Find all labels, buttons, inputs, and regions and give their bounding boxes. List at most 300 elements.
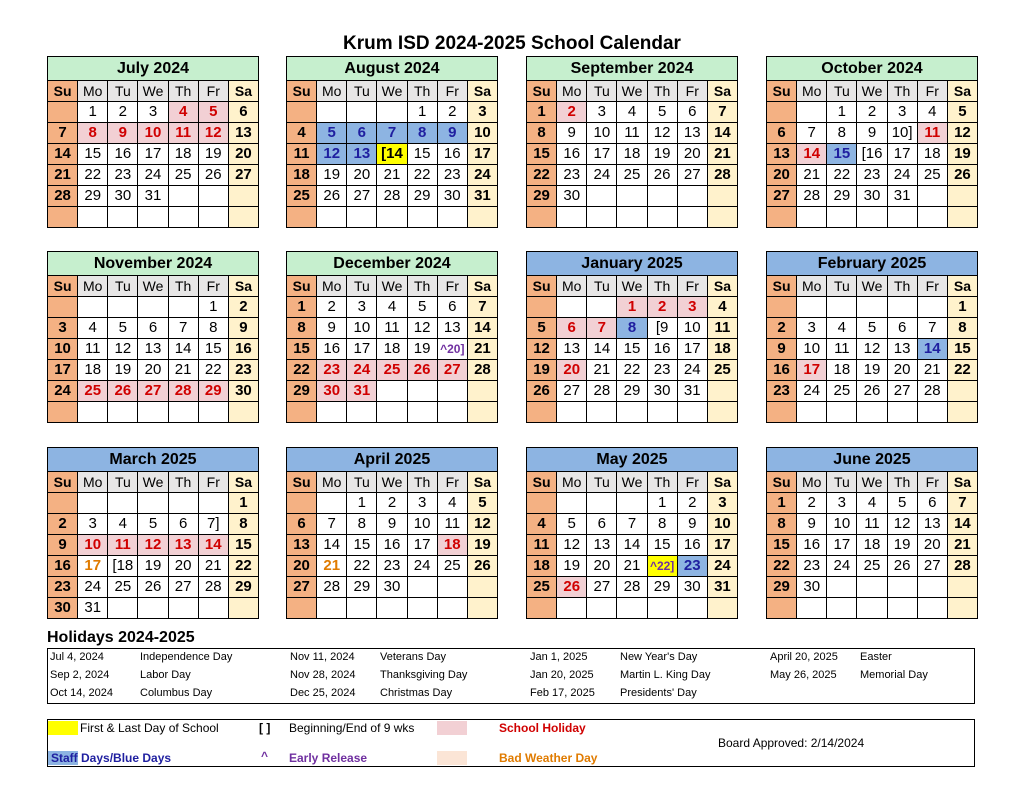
day-cell: 4 xyxy=(857,493,887,514)
holiday-date: Oct 14, 2024 xyxy=(50,687,113,699)
holiday-date: Jul 4, 2024 xyxy=(50,651,104,663)
day-cell: 4 xyxy=(108,514,138,535)
day-cell xyxy=(917,207,947,228)
day-header: Sa xyxy=(947,276,977,297)
day-header: Tu xyxy=(827,472,857,493)
day-cell: 6 xyxy=(557,318,587,339)
day-header: Su xyxy=(48,472,78,493)
day-header: Su xyxy=(48,81,78,102)
week-row xyxy=(287,402,498,423)
day-cell: 2 xyxy=(797,493,827,514)
month-title: July 2024 xyxy=(48,57,259,81)
day-cell: 23 xyxy=(677,556,707,577)
day-cell: 9 xyxy=(377,514,407,535)
day-cell: 11 xyxy=(827,339,857,360)
day-cell xyxy=(647,402,677,423)
week-row xyxy=(48,297,259,318)
day-cell: 31 xyxy=(677,381,707,402)
day-cell xyxy=(947,577,977,598)
day-header: Su xyxy=(527,276,557,297)
day-header: Th xyxy=(407,81,437,102)
day-cell: 18 xyxy=(917,144,947,165)
day-cell: 9 xyxy=(108,123,138,144)
day-cell: 22 xyxy=(228,556,258,577)
day-cell: 9 xyxy=(48,535,78,556)
day-cell xyxy=(647,186,677,207)
day-cell: 2 xyxy=(317,297,347,318)
day-cell: 2 xyxy=(108,102,138,123)
day-cell xyxy=(617,402,647,423)
holiday-date: Jan 20, 2025 xyxy=(530,669,594,681)
week-row xyxy=(287,339,498,360)
day-cell: 4 xyxy=(287,123,317,144)
day-cell: 18 xyxy=(827,360,857,381)
day-cell: 15 xyxy=(347,535,377,556)
week-row xyxy=(287,493,498,514)
week-row xyxy=(527,381,738,402)
day-cell: 30 xyxy=(437,186,467,207)
day-header: Th xyxy=(887,276,917,297)
day-cell: 22 xyxy=(78,165,108,186)
day-cell: 13 xyxy=(887,339,917,360)
day-cell: 21 xyxy=(168,360,198,381)
day-cell xyxy=(467,381,497,402)
day-cell: 1 xyxy=(527,102,557,123)
day-cell: 3 xyxy=(138,102,168,123)
day-cell xyxy=(467,577,497,598)
day-cell: 14 xyxy=(917,339,947,360)
day-cell xyxy=(347,102,377,123)
month-calendar xyxy=(766,447,978,619)
day-cell: 6 xyxy=(228,102,258,123)
day-cell xyxy=(108,402,138,423)
day-cell: 11 xyxy=(707,318,737,339)
day-cell xyxy=(647,207,677,228)
day-cell: 12 xyxy=(317,144,347,165)
day-cell: 6 xyxy=(587,514,617,535)
day-cell: 1 xyxy=(827,102,857,123)
day-cell xyxy=(947,381,977,402)
week-row xyxy=(48,123,259,144)
day-cell: 3 xyxy=(707,493,737,514)
day-cell: 5 xyxy=(138,514,168,535)
day-cell xyxy=(168,186,198,207)
day-cell: 16 xyxy=(377,535,407,556)
day-cell: [14 xyxy=(377,144,407,165)
day-header: Tu xyxy=(347,81,377,102)
day-cell xyxy=(407,381,437,402)
day-cell: 6 xyxy=(168,514,198,535)
day-cell xyxy=(407,207,437,228)
week-row xyxy=(767,577,978,598)
day-cell: 26 xyxy=(467,556,497,577)
day-cell: 28 xyxy=(467,360,497,381)
day-cell: 1 xyxy=(617,297,647,318)
day-cell: 17 xyxy=(467,144,497,165)
day-cell: 14 xyxy=(168,339,198,360)
day-cell: 5 xyxy=(198,102,228,123)
day-cell xyxy=(947,207,977,228)
day-cell: 11 xyxy=(527,535,557,556)
day-cell: 17 xyxy=(48,360,78,381)
day-cell: 8 xyxy=(78,123,108,144)
day-cell: 8 xyxy=(827,123,857,144)
day-cell: 16 xyxy=(437,144,467,165)
day-cell: 12 xyxy=(527,339,557,360)
day-cell xyxy=(138,493,168,514)
month-calendar xyxy=(526,251,738,423)
day-cell xyxy=(377,402,407,423)
day-cell xyxy=(947,402,977,423)
day-header: Tu xyxy=(108,81,138,102)
day-cell: 4 xyxy=(917,102,947,123)
day-cell: 13 xyxy=(347,144,377,165)
day-cell xyxy=(767,297,797,318)
day-cell: 18 xyxy=(168,144,198,165)
day-cell xyxy=(78,402,108,423)
day-cell xyxy=(677,598,707,619)
month-calendar xyxy=(286,56,498,228)
day-cell xyxy=(48,297,78,318)
day-cell: 4 xyxy=(707,297,737,318)
day-cell: 11 xyxy=(168,123,198,144)
day-cell: 18 xyxy=(78,360,108,381)
day-cell xyxy=(917,297,947,318)
week-row xyxy=(527,165,738,186)
day-cell: 8 xyxy=(527,123,557,144)
day-header: Sa xyxy=(947,472,977,493)
day-cell: 12 xyxy=(467,514,497,535)
day-cell: 21 xyxy=(707,144,737,165)
week-row xyxy=(287,186,498,207)
day-cell xyxy=(198,493,228,514)
day-cell xyxy=(767,102,797,123)
day-cell: 15 xyxy=(617,339,647,360)
holiday-date: Nov 11, 2024 xyxy=(290,651,355,663)
day-cell: 14 xyxy=(587,339,617,360)
day-cell: 2 xyxy=(767,318,797,339)
holiday-name: Labor Day xyxy=(140,669,191,681)
week-row xyxy=(767,186,978,207)
day-cell: 17 xyxy=(407,535,437,556)
month-title: September 2024 xyxy=(527,57,738,81)
day-cell xyxy=(797,102,827,123)
day-cell: 22 xyxy=(198,360,228,381)
day-cell: 7 xyxy=(707,102,737,123)
day-cell: 26 xyxy=(857,381,887,402)
day-cell: 4 xyxy=(377,297,407,318)
week-row xyxy=(287,360,498,381)
week-row xyxy=(48,381,259,402)
day-cell: 27 xyxy=(767,186,797,207)
day-cell: 23 xyxy=(437,165,467,186)
day-header: Sa xyxy=(228,276,258,297)
week-row xyxy=(767,102,978,123)
day-cell: 28 xyxy=(168,381,198,402)
week-row xyxy=(767,535,978,556)
day-cell: 11 xyxy=(78,339,108,360)
day-header: Sa xyxy=(467,276,497,297)
day-cell: 25 xyxy=(857,556,887,577)
day-cell xyxy=(287,207,317,228)
day-header: Sa xyxy=(228,472,258,493)
day-cell: 7 xyxy=(947,493,977,514)
day-header: Th xyxy=(168,276,198,297)
holiday-date: April 20, 2025 xyxy=(770,651,838,663)
day-cell: 24 xyxy=(78,577,108,598)
day-cell xyxy=(917,598,947,619)
day-cell xyxy=(168,493,198,514)
week-row xyxy=(527,535,738,556)
day-header: Mo xyxy=(317,81,347,102)
day-cell: 12 xyxy=(947,123,977,144)
day-cell: 29 xyxy=(767,577,797,598)
day-cell: 2 xyxy=(857,102,887,123)
day-header: We xyxy=(617,81,647,102)
day-cell: 20 xyxy=(168,556,198,577)
day-cell: 24 xyxy=(677,360,707,381)
day-cell xyxy=(647,598,677,619)
month-title: October 2024 xyxy=(767,57,978,81)
legend-staff-days: Staff Days/Blue Days xyxy=(51,751,172,765)
day-cell: 30 xyxy=(857,186,887,207)
day-cell: 16 xyxy=(767,360,797,381)
day-cell: 12 xyxy=(557,535,587,556)
day-cell: 30 xyxy=(797,577,827,598)
day-cell xyxy=(827,207,857,228)
day-header: Su xyxy=(767,472,797,493)
day-cell: 27 xyxy=(138,381,168,402)
day-cell: 20 xyxy=(138,360,168,381)
day-cell: 24 xyxy=(347,360,377,381)
day-cell: 21 xyxy=(198,556,228,577)
day-header: Tu xyxy=(347,276,377,297)
day-cell xyxy=(587,207,617,228)
day-cell: 26 xyxy=(887,556,917,577)
day-cell: 9 xyxy=(557,123,587,144)
day-cell xyxy=(287,598,317,619)
day-cell: 2 xyxy=(557,102,587,123)
day-header: Tu xyxy=(587,276,617,297)
day-cell: 10 xyxy=(407,514,437,535)
day-cell xyxy=(228,598,258,619)
day-header: Fr xyxy=(198,472,228,493)
holiday-swatch xyxy=(437,721,467,735)
day-header: Tu xyxy=(587,472,617,493)
day-cell xyxy=(48,207,78,228)
week-row xyxy=(767,556,978,577)
day-cell: 3 xyxy=(587,102,617,123)
day-cell xyxy=(857,207,887,228)
day-cell: 25 xyxy=(78,381,108,402)
day-cell: 27 xyxy=(917,556,947,577)
day-cell: 24 xyxy=(48,381,78,402)
day-cell xyxy=(707,402,737,423)
day-cell xyxy=(48,102,78,123)
day-cell: 10 xyxy=(707,514,737,535)
day-cell: 10 xyxy=(827,514,857,535)
day-cell: ^22] xyxy=(647,556,677,577)
week-row xyxy=(527,514,738,535)
day-cell: 19 xyxy=(557,556,587,577)
day-cell xyxy=(677,207,707,228)
day-cell: [9 xyxy=(647,318,677,339)
day-header: Th xyxy=(168,81,198,102)
day-header: Sa xyxy=(707,472,737,493)
day-cell xyxy=(527,598,557,619)
day-cell xyxy=(138,598,168,619)
day-cell xyxy=(677,186,707,207)
day-cell xyxy=(138,207,168,228)
day-cell xyxy=(377,598,407,619)
day-cell: [16 xyxy=(857,144,887,165)
day-cell: 11 xyxy=(287,144,317,165)
day-cell: 1 xyxy=(78,102,108,123)
day-cell xyxy=(467,598,497,619)
day-cell: 27 xyxy=(587,577,617,598)
day-cell: 4 xyxy=(527,514,557,535)
day-header: We xyxy=(857,276,887,297)
day-cell: 11 xyxy=(617,123,647,144)
day-cell xyxy=(857,577,887,598)
day-cell: 14 xyxy=(317,535,347,556)
day-cell: 10 xyxy=(587,123,617,144)
month-title: March 2025 xyxy=(48,448,259,472)
day-cell: 24 xyxy=(797,381,827,402)
day-cell: 19 xyxy=(108,360,138,381)
day-cell xyxy=(557,493,587,514)
day-cell: 2 xyxy=(48,514,78,535)
day-header: Mo xyxy=(797,81,827,102)
day-cell: 28 xyxy=(48,186,78,207)
month-calendar xyxy=(526,447,738,619)
day-cell: 21 xyxy=(797,165,827,186)
day-cell: 15 xyxy=(527,144,557,165)
day-cell: 18 xyxy=(617,144,647,165)
day-cell: 21 xyxy=(617,556,647,577)
day-cell: 11 xyxy=(377,318,407,339)
day-cell: 29 xyxy=(617,381,647,402)
day-cell: 14 xyxy=(48,144,78,165)
day-cell: 16 xyxy=(48,556,78,577)
day-cell xyxy=(317,598,347,619)
day-cell xyxy=(198,186,228,207)
day-cell: 5 xyxy=(887,493,917,514)
day-cell: 6 xyxy=(677,102,707,123)
day-cell xyxy=(168,402,198,423)
day-header: Sa xyxy=(228,81,258,102)
holiday-name: New Year's Day xyxy=(620,651,698,663)
day-cell: 9 xyxy=(677,514,707,535)
day-cell: 13 xyxy=(228,123,258,144)
day-cell: 26 xyxy=(317,186,347,207)
day-cell xyxy=(797,402,827,423)
first-last-swatch xyxy=(48,721,78,735)
day-cell xyxy=(108,493,138,514)
day-cell xyxy=(827,577,857,598)
day-cell: 25 xyxy=(917,165,947,186)
day-cell: 16 xyxy=(108,144,138,165)
day-cell xyxy=(48,493,78,514)
day-cell: 4 xyxy=(78,318,108,339)
day-cell: 26 xyxy=(138,577,168,598)
day-cell: 28 xyxy=(317,577,347,598)
day-cell: 10 xyxy=(677,318,707,339)
day-cell xyxy=(317,402,347,423)
day-cell: 6 xyxy=(287,514,317,535)
week-row xyxy=(48,493,259,514)
day-cell xyxy=(108,207,138,228)
day-cell xyxy=(138,402,168,423)
day-cell: 8 xyxy=(617,318,647,339)
week-row xyxy=(48,535,259,556)
week-row xyxy=(48,144,259,165)
day-header: Th xyxy=(647,472,677,493)
day-cell: 26 xyxy=(527,381,557,402)
day-cell xyxy=(767,598,797,619)
day-cell: 4 xyxy=(168,102,198,123)
day-cell: 15 xyxy=(198,339,228,360)
day-cell xyxy=(707,207,737,228)
day-cell: 25 xyxy=(527,577,557,598)
week-row xyxy=(287,144,498,165)
legend-bad-weather: Bad Weather Day xyxy=(499,751,598,765)
day-cell: 19 xyxy=(467,535,497,556)
day-cell: 18 xyxy=(287,165,317,186)
day-cell: 9 xyxy=(317,318,347,339)
month-title: January 2025 xyxy=(527,252,738,276)
month-calendar xyxy=(766,56,978,228)
day-cell: 12 xyxy=(138,535,168,556)
day-cell: 12 xyxy=(198,123,228,144)
day-cell: 20 xyxy=(917,535,947,556)
day-cell: 1 xyxy=(947,297,977,318)
week-row xyxy=(527,339,738,360)
day-header: Su xyxy=(287,81,317,102)
day-cell: 1 xyxy=(407,102,437,123)
day-header: We xyxy=(138,472,168,493)
day-cell: 17 xyxy=(78,556,108,577)
month-calendar xyxy=(766,251,978,423)
day-cell: 21 xyxy=(587,360,617,381)
day-cell: 1 xyxy=(347,493,377,514)
holiday-name: Christmas Day xyxy=(380,687,453,699)
day-header: We xyxy=(138,276,168,297)
day-cell xyxy=(377,381,407,402)
week-row xyxy=(48,102,259,123)
week-row xyxy=(48,207,259,228)
day-cell: 7 xyxy=(917,318,947,339)
week-row xyxy=(767,165,978,186)
day-cell: 2 xyxy=(677,493,707,514)
holidays-title: Holidays 2024-2025 xyxy=(47,629,195,646)
week-row xyxy=(48,318,259,339)
day-header: Mo xyxy=(557,472,587,493)
day-cell: 9 xyxy=(857,123,887,144)
week-row xyxy=(767,360,978,381)
day-cell: 17 xyxy=(797,360,827,381)
day-cell: 22 xyxy=(767,556,797,577)
holiday-date: Nov 28, 2024 xyxy=(290,669,356,681)
day-cell: 27 xyxy=(437,360,467,381)
month-calendar xyxy=(47,56,259,228)
day-cell: 5 xyxy=(108,318,138,339)
day-cell xyxy=(887,297,917,318)
day-cell: 14 xyxy=(947,514,977,535)
day-cell: 18 xyxy=(377,339,407,360)
day-cell: 8 xyxy=(287,318,317,339)
day-cell xyxy=(707,381,737,402)
